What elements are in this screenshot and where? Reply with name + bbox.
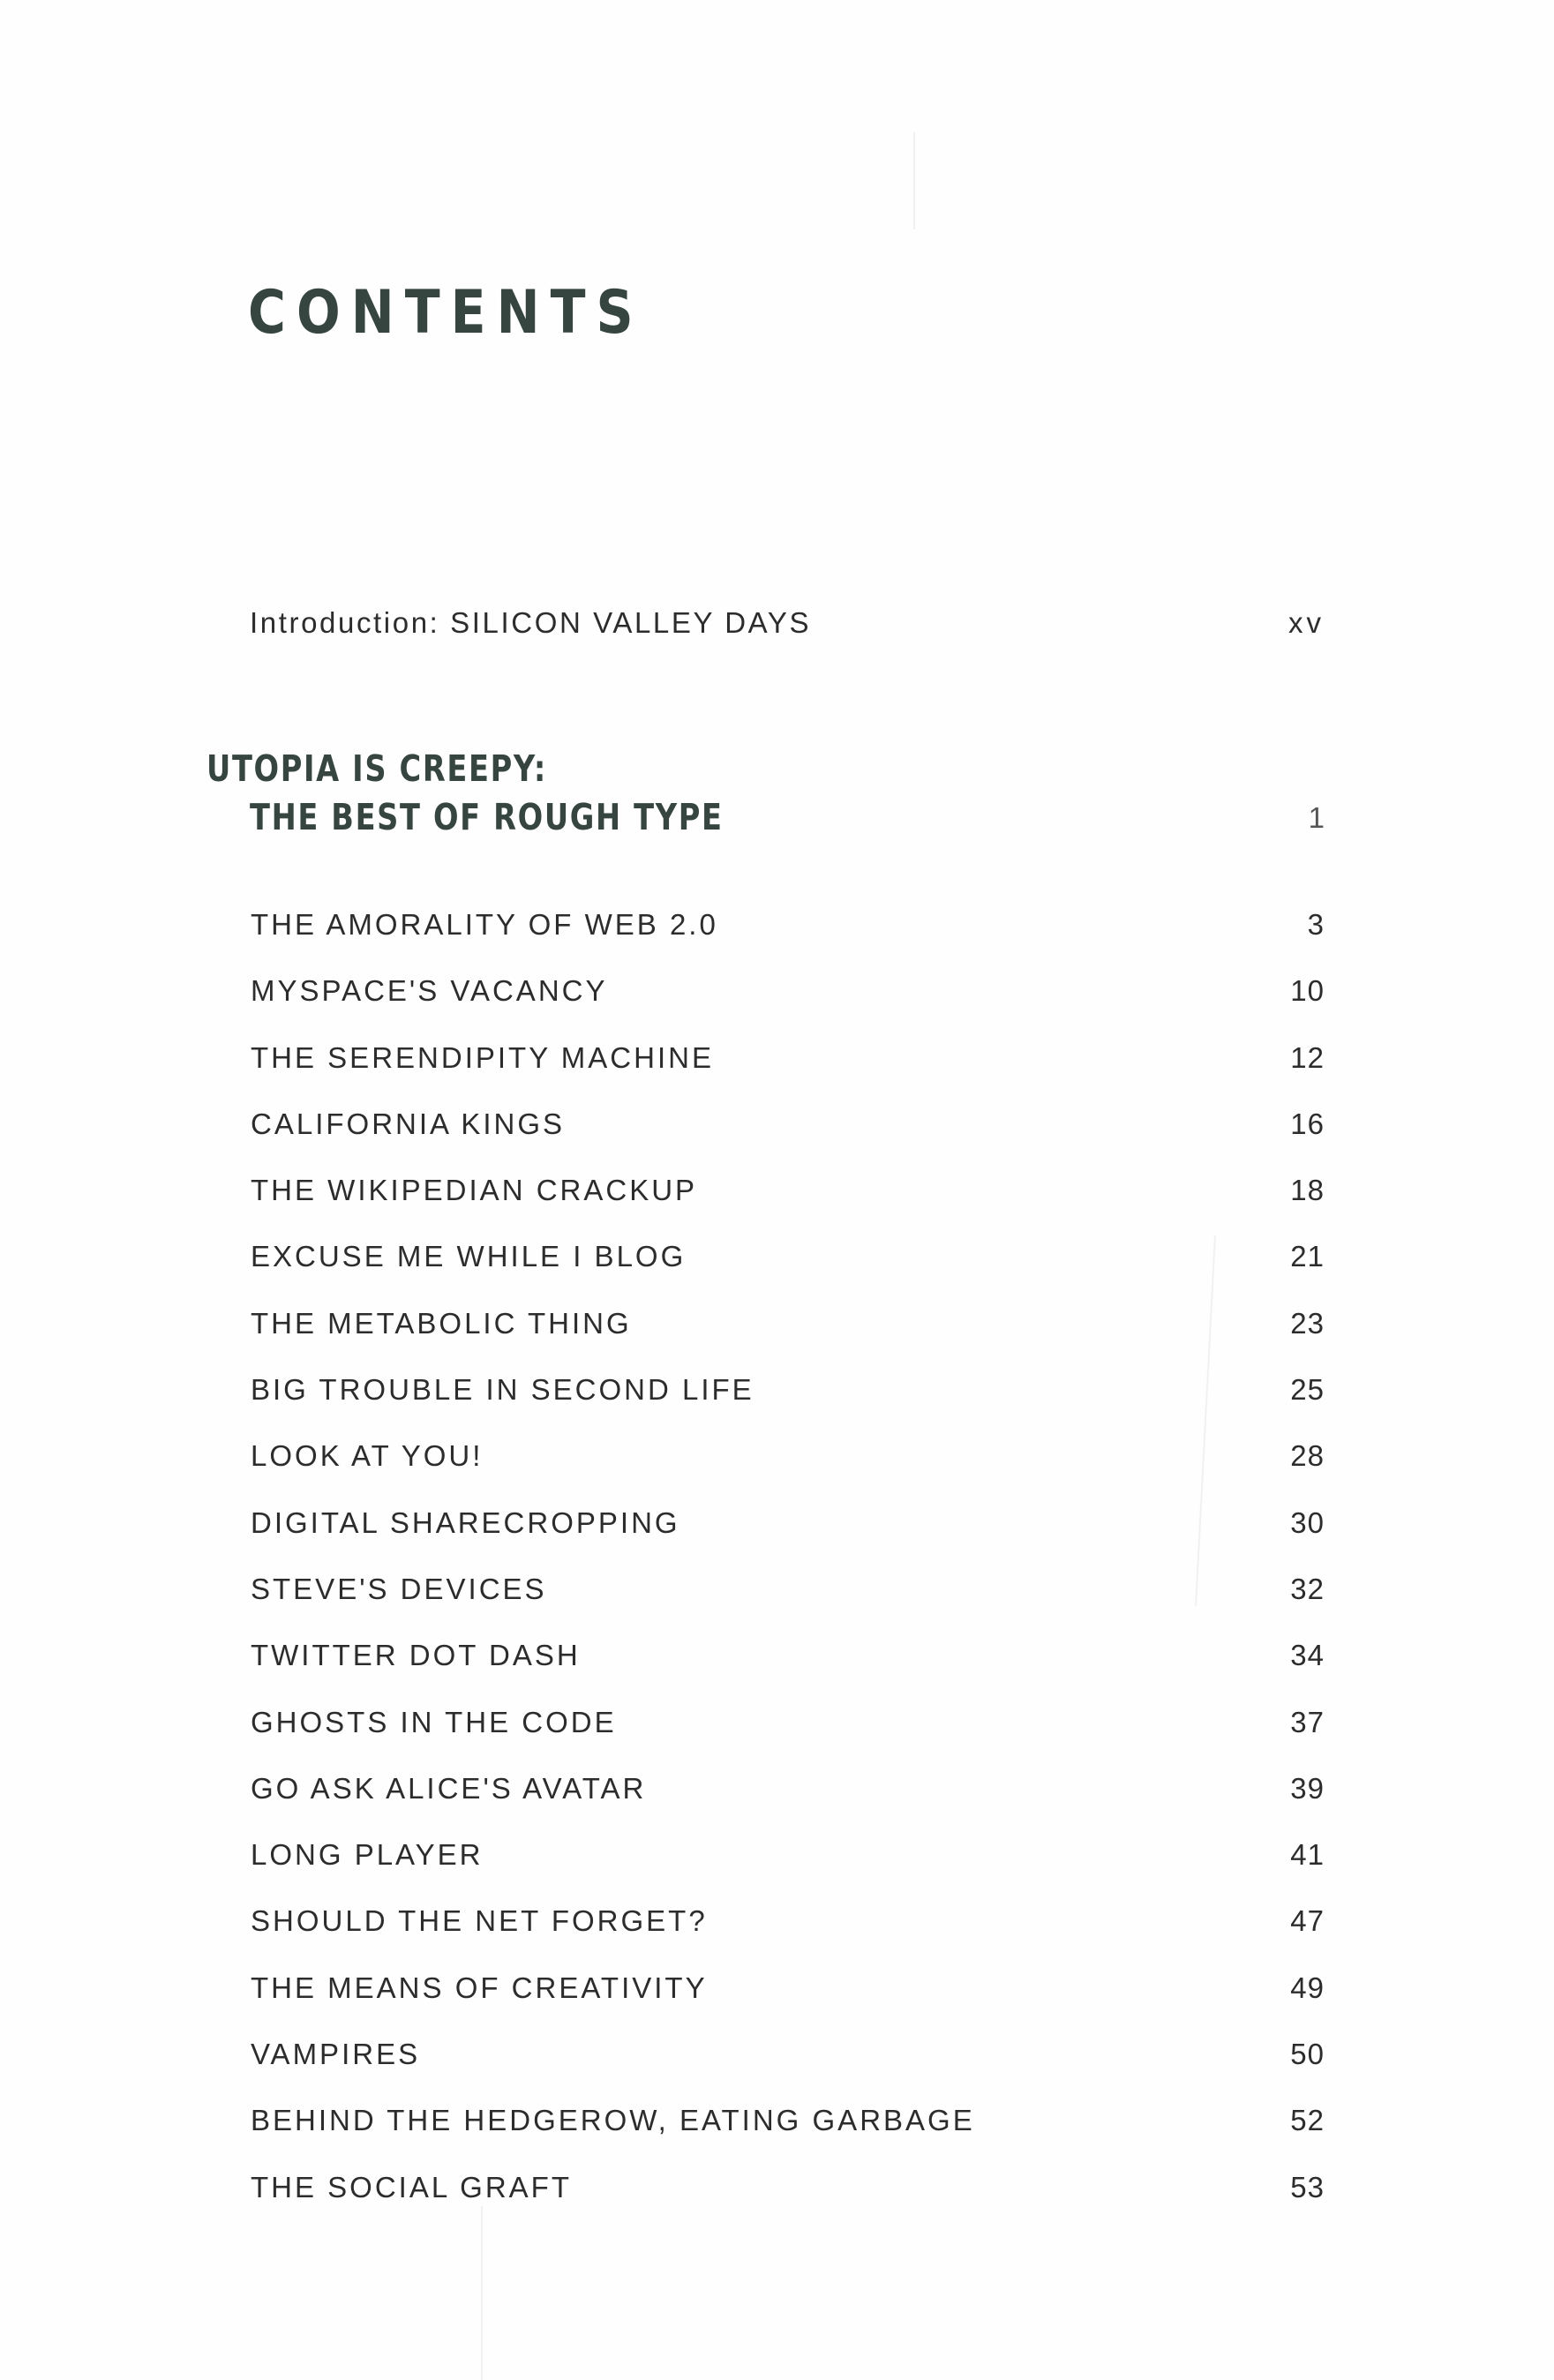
entry-page-number: 25 <box>1290 1373 1325 1407</box>
entry-page-number: 53 <box>1290 2170 1325 2204</box>
toc-introduction[interactable] <box>250 604 1325 642</box>
entry-title: THE SERENDIPITY MACHINE <box>251 1040 714 1074</box>
toc-entry[interactable] <box>251 1969 1325 2035</box>
entry-title: MYSPACE'S VACANCY <box>251 974 608 1008</box>
toc-entry[interactable] <box>251 1105 1325 1171</box>
toc-entry-list <box>251 905 1325 2234</box>
entry-page-number: 47 <box>1290 1904 1325 1938</box>
entry-title: TWITTER DOT DASH <box>251 1639 581 1672</box>
toc-entry[interactable] <box>251 1703 1325 1769</box>
entry-title: THE SOCIAL GRAFT <box>251 2170 572 2204</box>
entry-title: BEHIND THE HEDGEROW, EATING GARBAGE <box>251 2104 975 2137</box>
entry-title: EXCUSE ME WHILE I BLOG <box>251 1240 687 1273</box>
entry-page-number: 37 <box>1290 1705 1325 1738</box>
entry-page-number: 32 <box>1290 1572 1325 1605</box>
toc-introduction-page: xv <box>1288 606 1325 639</box>
toc-entry[interactable] <box>251 1304 1325 1370</box>
entry-title: LONG PLAYER <box>251 1838 484 1872</box>
entry-page-number: 23 <box>1290 1306 1325 1340</box>
entry-title: SHOULD THE NET FORGET? <box>251 1904 708 1938</box>
entry-title: GHOSTS IN THE CODE <box>251 1705 617 1738</box>
entry-page-number: 18 <box>1290 1174 1325 1207</box>
page-title: CONTENTS <box>248 278 644 348</box>
entry-title: THE METABOLIC THING <box>251 1306 632 1340</box>
entry-title: THE AMORALITY OF WEB 2.0 <box>251 908 718 941</box>
toc-entry[interactable] <box>251 1902 1325 1968</box>
entry-page-number: 52 <box>1290 2104 1325 2137</box>
toc-entry[interactable] <box>251 2168 1325 2234</box>
entry-title: LOOK AT YOU! <box>251 1439 484 1473</box>
toc-entry[interactable] <box>251 972 1325 1038</box>
toc-entry[interactable] <box>251 1570 1325 1636</box>
entry-page-number: 30 <box>1290 1505 1325 1539</box>
toc-entry[interactable] <box>251 1437 1325 1503</box>
section-title-line1: UTOPIA IS CREEPY: <box>206 747 548 790</box>
toc-entry[interactable] <box>251 1370 1325 1437</box>
entry-title: GO ASK ALICE'S AVATAR <box>251 1771 647 1805</box>
toc-entry[interactable] <box>251 2035 1325 2101</box>
toc-introduction-label: Introduction: SILICON VALLEY DAYS <box>250 606 812 639</box>
entry-title: THE WIKIPEDIAN CRACKUP <box>251 1174 698 1207</box>
entry-page-number: 28 <box>1290 1439 1325 1473</box>
toc-entry[interactable] <box>251 1636 1325 1702</box>
entry-page-number: 3 <box>1307 908 1325 941</box>
toc-entry[interactable] <box>251 1171 1325 1237</box>
toc-entry[interactable] <box>251 1237 1325 1303</box>
toc-entry[interactable] <box>251 1504 1325 1570</box>
entry-page-number: 10 <box>1290 974 1325 1008</box>
toc-entry[interactable] <box>251 1039 1325 1105</box>
entry-page-number: 12 <box>1290 1040 1325 1074</box>
entry-title: BIG TROUBLE IN SECOND LIFE <box>251 1373 754 1407</box>
section-title-line2: THE BEST OF ROUGH TYPE <box>250 796 724 838</box>
entry-page-number: 21 <box>1290 1240 1325 1273</box>
entry-page-number: 16 <box>1290 1107 1325 1140</box>
entry-page-number: 50 <box>1290 2038 1325 2071</box>
entry-page-number: 41 <box>1290 1838 1325 1872</box>
entry-title: DIGITAL SHARECROPPING <box>251 1505 680 1539</box>
toc-entry[interactable] <box>251 1769 1325 1836</box>
section-page-number: 1 <box>1308 801 1325 834</box>
entry-title: STEVE'S DEVICES <box>251 1572 547 1605</box>
scan-artifact <box>913 132 915 229</box>
entry-page-number: 39 <box>1290 1771 1325 1805</box>
entry-title: THE MEANS OF CREATIVITY <box>251 1971 708 2004</box>
toc-section-heading[interactable] <box>206 745 1325 842</box>
toc-entry[interactable] <box>251 1836 1325 1902</box>
entry-title: VAMPIRES <box>251 2038 421 2071</box>
toc-entry[interactable] <box>251 905 1325 972</box>
entry-page-number: 49 <box>1290 1971 1325 2004</box>
entry-title: CALIFORNIA KINGS <box>251 1107 566 1140</box>
toc-entry[interactable] <box>251 2101 1325 2167</box>
entry-page-number: 34 <box>1290 1639 1325 1672</box>
